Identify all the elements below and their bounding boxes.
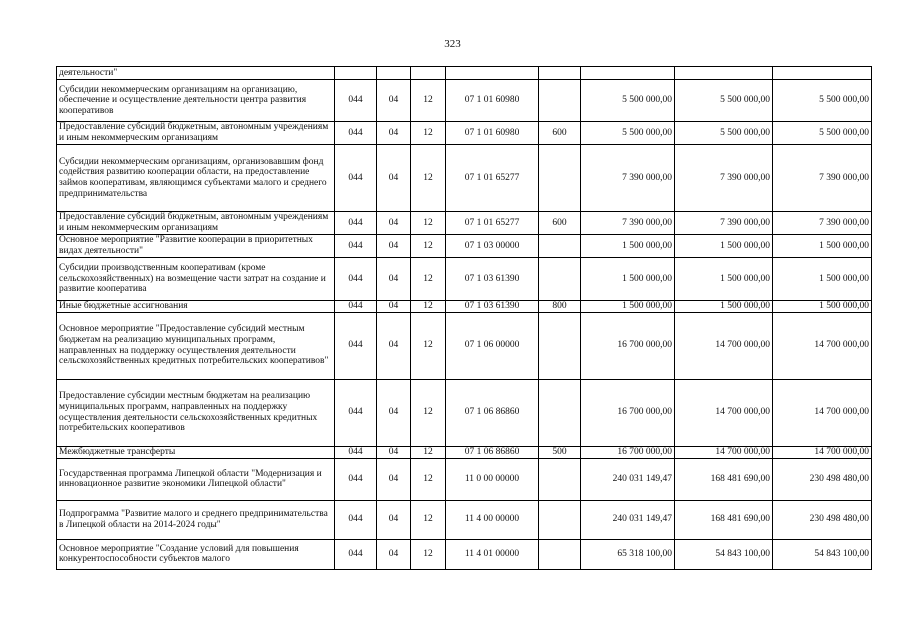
subsection-cell: 12 [411,446,446,458]
admin-code-cell: 044 [335,539,377,569]
table-row [57,539,872,569]
target-article-cell: 11 0 00 00000 [446,458,539,500]
expense-type-cell: 600 [539,212,581,235]
expense-type-cell: 500 [539,446,581,458]
subsection-cell: 12 [411,145,446,212]
expense-type-cell [539,539,581,569]
section-cell: 04 [377,301,411,313]
expense-type-cell [539,80,581,122]
section-cell: 04 [377,379,411,446]
amount-year3-cell: 7 390 000,00 [773,212,872,235]
row-name-cell: Иные бюджетные ассигнования [57,301,335,313]
section-cell: 04 [377,258,411,301]
budget-table [56,66,872,570]
amount-year2-cell: 14 700 000,00 [675,446,773,458]
section-cell [377,67,411,80]
admin-code-cell: 044 [335,500,377,539]
amount-year3-cell: 14 700 000,00 [773,312,872,379]
section-cell: 04 [377,145,411,212]
admin-code-cell: 044 [335,379,377,446]
amount-year2-cell: 168 481 690,00 [675,500,773,539]
amount-year2-cell: 14 700 000,00 [675,312,773,379]
table-row [57,67,872,80]
admin-code-cell: 044 [335,235,377,258]
target-article-cell: 11 4 01 00000 [446,539,539,569]
target-article-cell: 11 4 00 00000 [446,500,539,539]
expense-type-cell [539,145,581,212]
row-name-cell: Основное мероприятие "Предоставление субсидий местным бюджетам на реализацию муниципальных программ, направленных на поддержку осуществления деятельности сельскохозяйственных кредитных потребительских кооперативов" [57,312,335,379]
section-cell: 04 [377,80,411,122]
row-name-cell: Предоставление субсидий бюджетным, автономным учреждениям и иным некоммерческим организациям [57,122,335,145]
amount-year1-cell: 16 700 000,00 [581,446,675,458]
expense-type-cell [539,312,581,379]
admin-code-cell: 044 [335,458,377,500]
expense-type-cell [539,258,581,301]
row-name-cell: деятельности" [57,67,335,80]
row-name-cell: Предоставление субсидии местным бюджетам на реализацию муниципальных программ, направленных на поддержку осуществления деятельности сельскохозяйственных кредитных потребительских кооперативов [57,379,335,446]
subsection-cell: 12 [411,301,446,313]
amount-year3-cell: 1 500 000,00 [773,258,872,301]
amount-year3-cell: 230 498 480,00 [773,458,872,500]
amount-year1-cell: 240 031 149,47 [581,500,675,539]
table-row [57,446,872,458]
amount-year3-cell: 5 500 000,00 [773,122,872,145]
table-row [57,258,872,301]
admin-code-cell: 044 [335,446,377,458]
admin-code-cell: 044 [335,122,377,145]
amount-year2-cell: 54 843 100,00 [675,539,773,569]
amount-year1-cell [581,67,675,80]
expense-type-cell [539,500,581,539]
target-article-cell: 07 1 06 86860 [446,379,539,446]
subsection-cell: 12 [411,122,446,145]
amount-year1-cell: 1 500 000,00 [581,235,675,258]
subsection-cell [411,67,446,80]
subsection-cell: 12 [411,212,446,235]
admin-code-cell: 044 [335,145,377,212]
target-article-cell [446,67,539,80]
section-cell: 04 [377,446,411,458]
amount-year3-cell: 14 700 000,00 [773,446,872,458]
amount-year3-cell: 5 500 000,00 [773,80,872,122]
amount-year2-cell: 7 390 000,00 [675,212,773,235]
table-row [57,301,872,313]
row-name-cell: Основное мероприятие "Развитие кооперации в приоритетных видах деятельности" [57,235,335,258]
row-name-cell: Субсидии некоммерческим организациям, организовавшим фонд содействия развитию кооперации области, на предоставление займов кооперативам, являющимся субъектами малого и среднего предпринимательства [57,145,335,212]
amount-year3-cell: 1 500 000,00 [773,235,872,258]
amount-year1-cell: 5 500 000,00 [581,122,675,145]
admin-code-cell: 044 [335,80,377,122]
amount-year1-cell: 65 318 100,00 [581,539,675,569]
subsection-cell: 12 [411,312,446,379]
row-name-cell: Государственная программа Липецкой области "Модернизация и инновационное развитие экономики Липецкой области" [57,458,335,500]
target-article-cell: 07 1 01 65277 [446,212,539,235]
amount-year1-cell: 5 500 000,00 [581,80,675,122]
expense-type-cell [539,458,581,500]
target-article-cell: 07 1 03 61390 [446,301,539,313]
row-name-cell: Межбюджетные трансферты [57,446,335,458]
table-row [57,312,872,379]
subsection-cell: 12 [411,458,446,500]
subsection-cell: 12 [411,379,446,446]
amount-year2-cell: 1 500 000,00 [675,301,773,313]
target-article-cell: 07 1 06 00000 [446,312,539,379]
amount-year3-cell: 54 843 100,00 [773,539,872,569]
expense-type-cell [539,235,581,258]
amount-year3-cell [773,67,872,80]
section-cell: 04 [377,500,411,539]
table-row [57,500,872,539]
subsection-cell: 12 [411,80,446,122]
amount-year1-cell: 7 390 000,00 [581,145,675,212]
expense-type-cell [539,67,581,80]
amount-year1-cell: 7 390 000,00 [581,212,675,235]
target-article-cell: 07 1 03 00000 [446,235,539,258]
table-row [57,379,872,446]
amount-year3-cell: 14 700 000,00 [773,379,872,446]
amount-year2-cell [675,67,773,80]
admin-code-cell: 044 [335,212,377,235]
table-row [57,235,872,258]
target-article-cell: 07 1 03 61390 [446,258,539,301]
row-name-cell: Подпрограмма "Развитие малого и среднего предпринимательства в Липецкой области на 2014-2024 годы" [57,500,335,539]
subsection-cell: 12 [411,258,446,301]
section-cell: 04 [377,312,411,379]
amount-year2-cell: 5 500 000,00 [675,80,773,122]
section-cell: 04 [377,212,411,235]
expense-type-cell: 800 [539,301,581,313]
table-row [57,212,872,235]
target-article-cell: 07 1 06 86860 [446,446,539,458]
amount-year2-cell: 7 390 000,00 [675,145,773,212]
section-cell: 04 [377,458,411,500]
amount-year2-cell: 1 500 000,00 [675,258,773,301]
amount-year2-cell: 168 481 690,00 [675,458,773,500]
subsection-cell: 12 [411,500,446,539]
target-article-cell: 07 1 01 60980 [446,80,539,122]
table-row [57,458,872,500]
section-cell: 04 [377,539,411,569]
amount-year1-cell: 16 700 000,00 [581,379,675,446]
admin-code-cell: 044 [335,312,377,379]
amount-year1-cell: 1 500 000,00 [581,258,675,301]
subsection-cell: 12 [411,235,446,258]
admin-code-cell [335,67,377,80]
target-article-cell: 07 1 01 65277 [446,145,539,212]
row-name-cell: Предоставление субсидий бюджетным, автономным учреждениям и иным некоммерческим организациям [57,212,335,235]
admin-code-cell: 044 [335,258,377,301]
table-row [57,122,872,145]
section-cell: 04 [377,122,411,145]
amount-year2-cell: 14 700 000,00 [675,379,773,446]
target-article-cell: 07 1 01 60980 [446,122,539,145]
amount-year2-cell: 5 500 000,00 [675,122,773,145]
section-cell: 04 [377,235,411,258]
amount-year3-cell: 1 500 000,00 [773,301,872,313]
row-name-cell: Основное мероприятие "Создание условий для повышения конкурентоспособности субъектов малого [57,539,335,569]
amount-year1-cell: 16 700 000,00 [581,312,675,379]
amount-year3-cell: 7 390 000,00 [773,145,872,212]
amount-year2-cell: 1 500 000,00 [675,235,773,258]
amount-year1-cell: 240 031 149,47 [581,458,675,500]
amount-year3-cell: 230 498 480,00 [773,500,872,539]
table-row [57,80,872,122]
expense-type-cell: 600 [539,122,581,145]
row-name-cell: Субсидии производственным кооперативам (кроме сельскохозяйственных) на возмещение части затрат на создание и развитие кооператива [57,258,335,301]
table-row [57,145,872,212]
page-number: 323 [444,38,461,50]
subsection-cell: 12 [411,539,446,569]
admin-code-cell: 044 [335,301,377,313]
amount-year1-cell: 1 500 000,00 [581,301,675,313]
expense-type-cell [539,379,581,446]
row-name-cell: Субсидии некоммерческим организациям на организацию, обеспечение и осуществление деятельности центра развития кооперативов [57,80,335,122]
